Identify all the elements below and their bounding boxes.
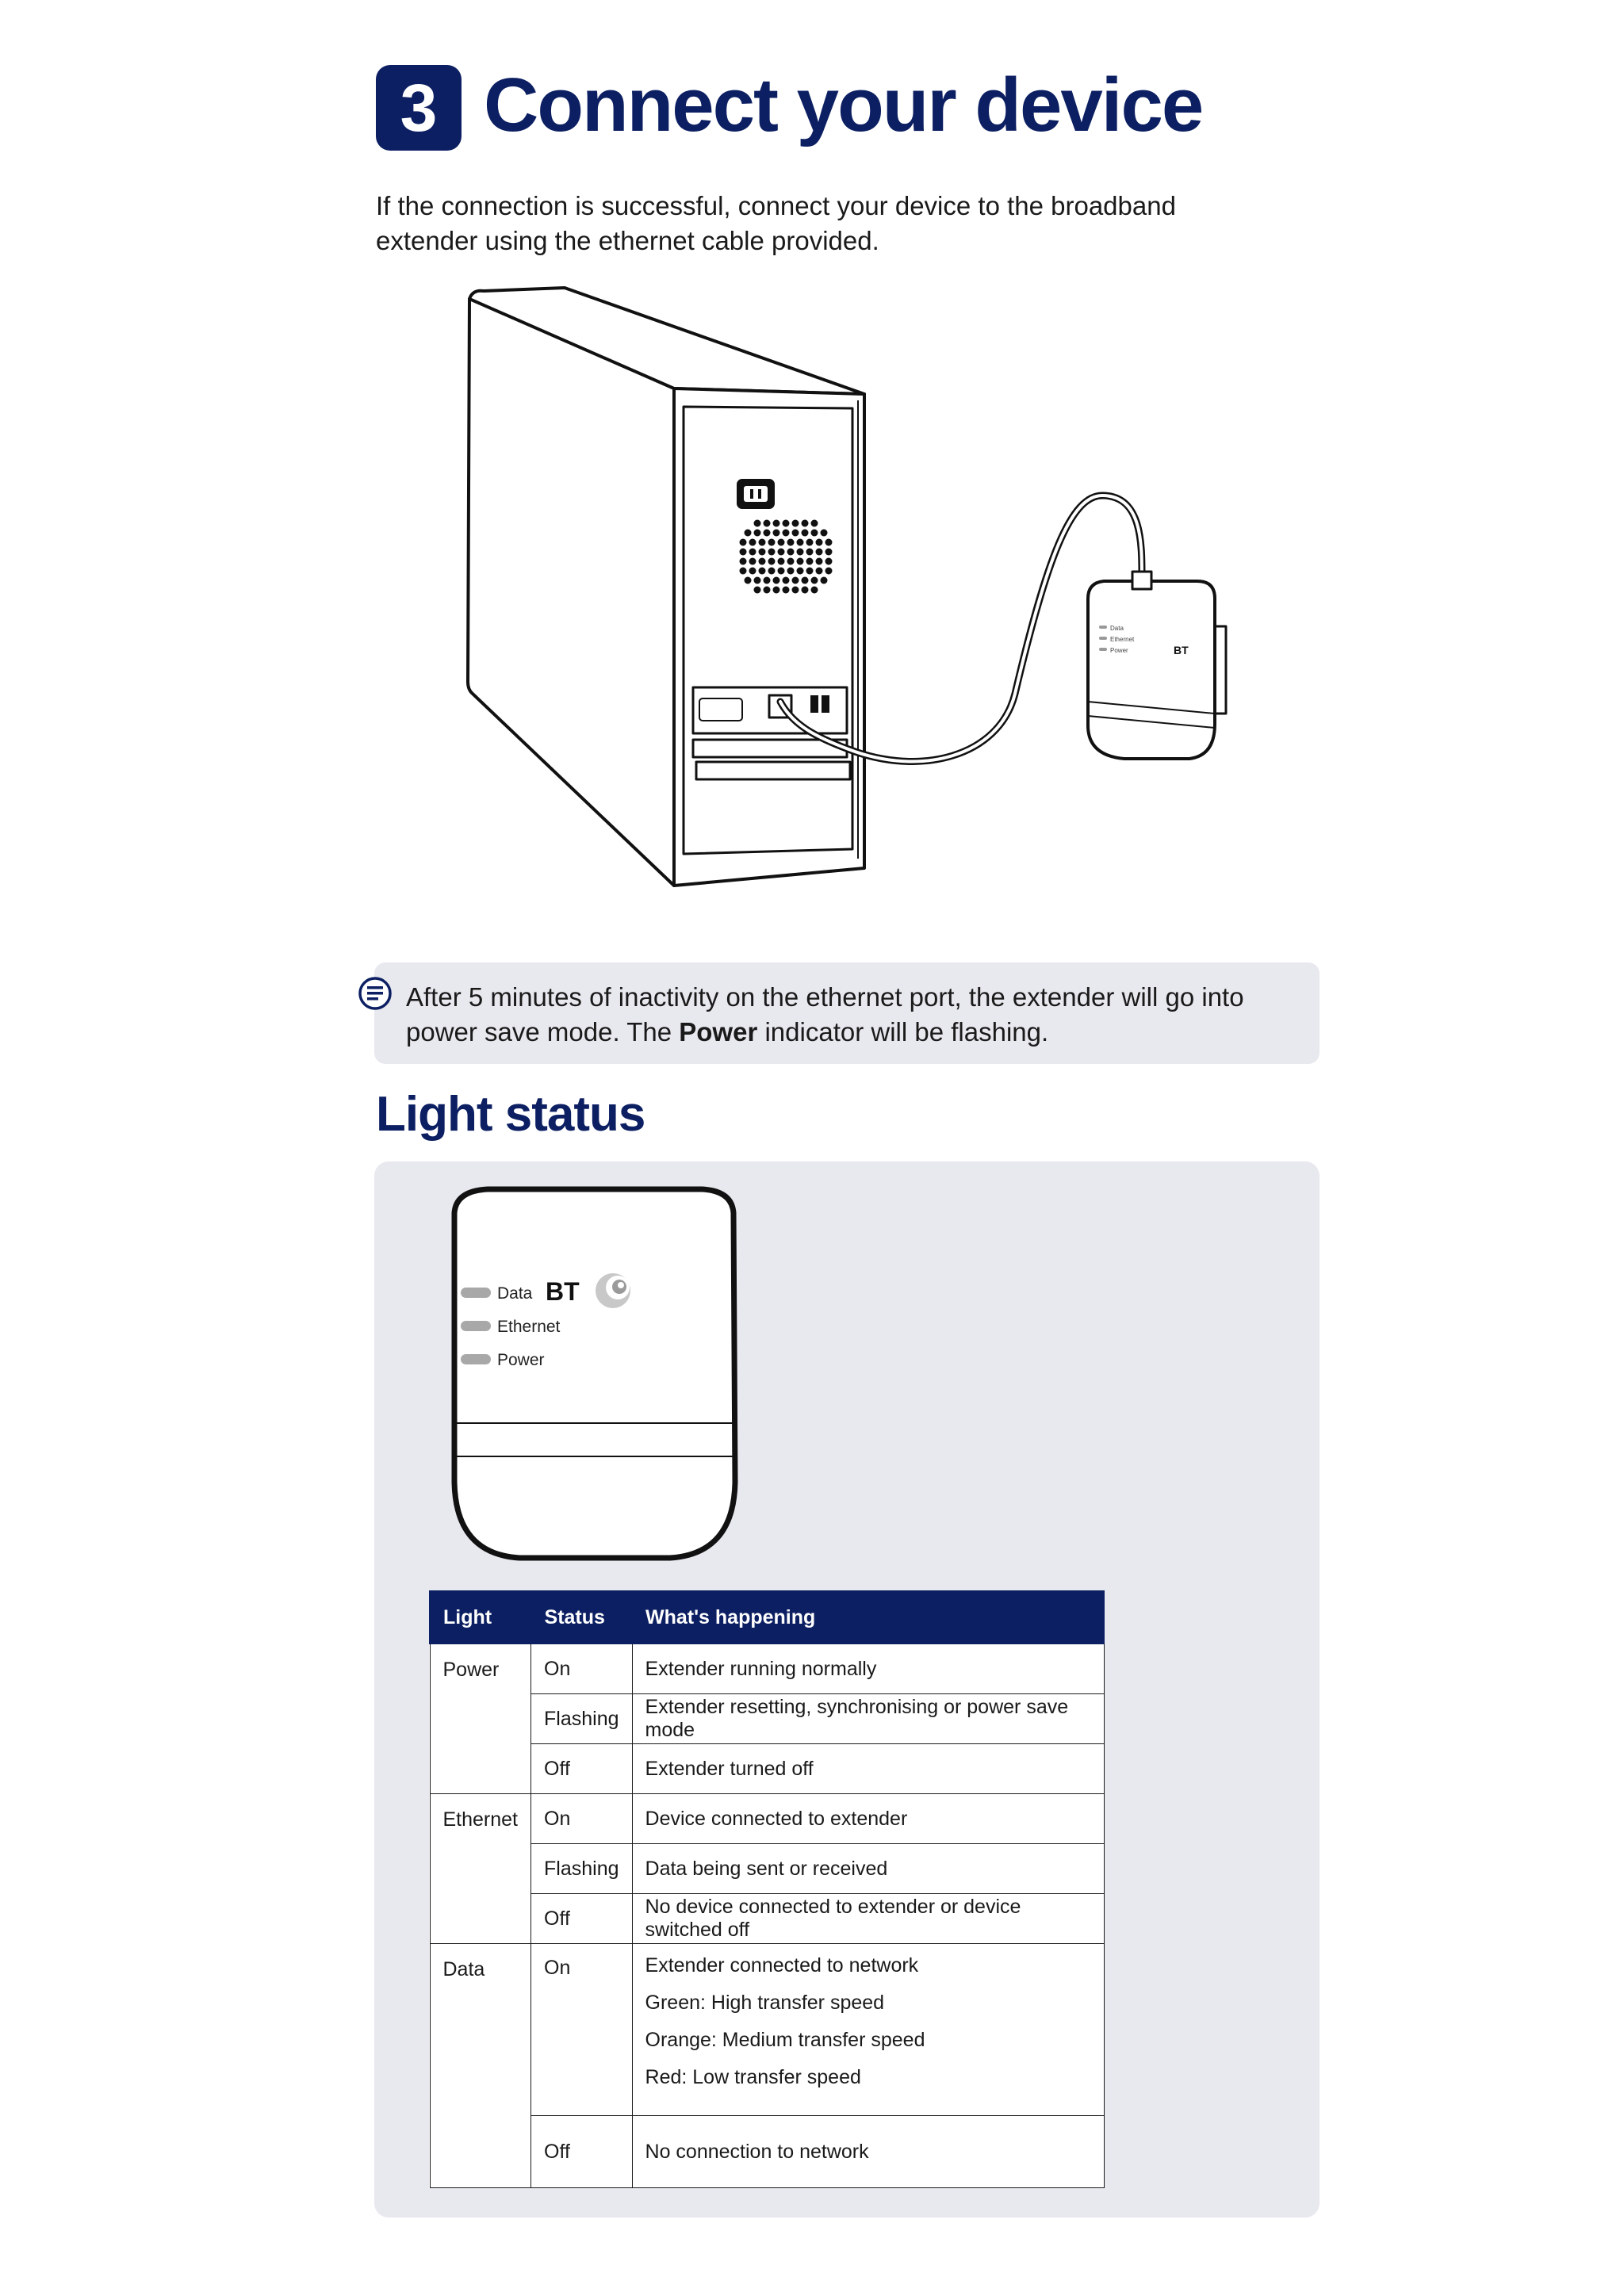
extender-led-label: Ethernet <box>1110 636 1135 643</box>
extender-brand-text: BT <box>1174 644 1189 656</box>
description-cell: No device connected to extender or device switched off <box>632 1894 1104 1944</box>
description-line: Orange: Medium transfer speed <box>645 2029 925 2051</box>
note-icon <box>357 975 393 1012</box>
light-status-heading: Light status <box>376 1087 645 1142</box>
description-cell: Device connected to extender <box>632 1794 1104 1844</box>
description-line: Red: Low transfer speed <box>645 2066 861 2088</box>
note-bold-power: Power <box>679 1017 758 1047</box>
table-row <box>430 1644 1104 1694</box>
ethernet-led-label: Ethernet <box>497 1318 561 1336</box>
description-line: Extender connected to network <box>645 1954 919 1976</box>
extender-led <box>1099 626 1107 629</box>
table-row <box>430 1894 1104 1944</box>
table-row <box>430 2116 1104 2188</box>
extender-led <box>1099 637 1107 640</box>
table-row <box>430 1694 1104 1744</box>
step-number-badge: 3 <box>376 65 462 151</box>
bt-logo-text: BT <box>546 1277 580 1306</box>
status-cell: Off <box>531 1744 633 1794</box>
status-cell: On <box>531 1944 633 2116</box>
status-cell: Off <box>531 2116 633 2188</box>
data-led <box>461 1288 491 1298</box>
description-cell-multiline <box>632 1944 1104 2116</box>
header-whats-happening: What's happening <box>632 1591 1104 1644</box>
table-row <box>430 1944 1104 2116</box>
light-cell-power: Power <box>430 1644 531 1794</box>
description-cell: Data being sent or received <box>632 1844 1104 1894</box>
pc-connection-illustration <box>444 281 1237 916</box>
light-cell-data: Data <box>430 1944 531 2188</box>
table-row <box>430 1744 1104 1794</box>
intro-paragraph: If the connection is successful, connect your device to the broadband extender using the ethernet cable provided. <box>376 191 1176 255</box>
extender-front-illustration <box>432 1181 757 1570</box>
extender-led-label: Data <box>1110 625 1124 632</box>
status-cell: On <box>531 1794 633 1844</box>
status-cell: Flashing <box>531 1844 633 1894</box>
extender-led <box>1099 648 1107 651</box>
status-cell: Flashing <box>531 1694 633 1744</box>
header-status: Status <box>531 1591 633 1644</box>
bt-logo-icon <box>596 1273 630 1308</box>
description-cell: Extender running normally <box>632 1644 1104 1694</box>
extender-illustration <box>1088 572 1226 759</box>
note-text: After 5 minutes of inactivity on the ethernet port, the extender will go into power save mode. The Power indicator will be flashing. <box>406 982 1244 1047</box>
extender-led-label: Power <box>1110 647 1128 654</box>
description-cell: Extender resetting, synchronising or power save mode <box>632 1694 1104 1744</box>
description-cell: No connection to network <box>632 2116 1104 2188</box>
page-title: Connect your device <box>484 63 1203 147</box>
description-cell: Extender turned off <box>632 1744 1104 1794</box>
data-led-label: Data <box>497 1284 533 1303</box>
table-row <box>430 1844 1104 1894</box>
ethernet-led <box>461 1321 491 1331</box>
status-cell: Off <box>531 1894 633 1944</box>
light-status-table <box>429 1590 1105 2188</box>
power-led-label: Power <box>497 1351 545 1369</box>
power-led <box>461 1354 491 1364</box>
description-line: Green: High transfer speed <box>645 1992 885 2014</box>
table-header-row <box>430 1591 1104 1644</box>
light-cell-ethernet: Ethernet <box>430 1794 531 1944</box>
header-light: Light <box>430 1591 531 1644</box>
table-row <box>430 1794 1104 1844</box>
status-cell: On <box>531 1644 633 1694</box>
